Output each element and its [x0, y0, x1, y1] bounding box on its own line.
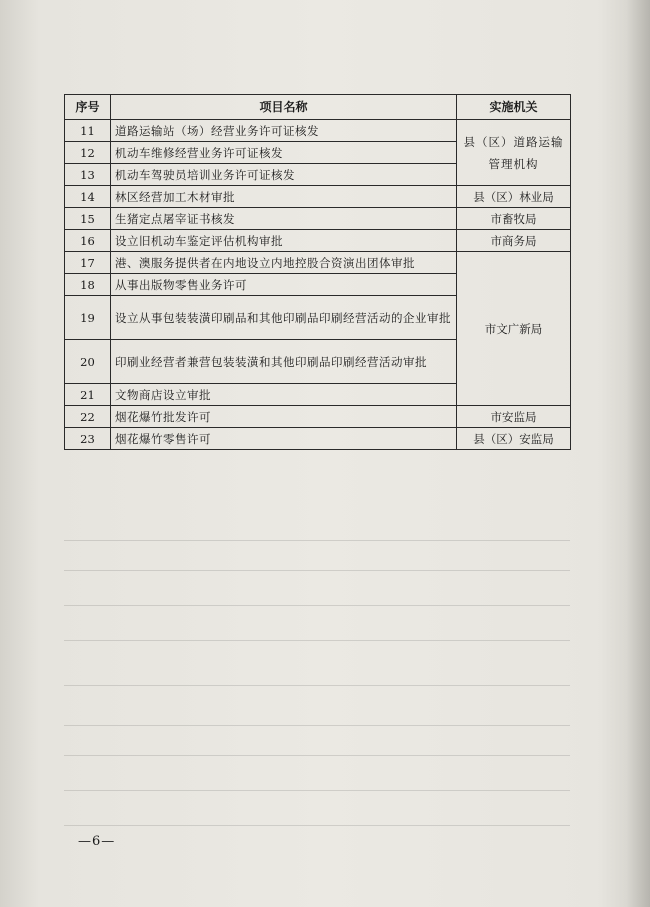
bleed-through-shadow [64, 480, 570, 840]
table-row [65, 120, 571, 142]
agency-safety-city: 市安监局 [457, 406, 571, 428]
table-row [65, 428, 571, 450]
row-num: 11 [65, 120, 111, 142]
agency-livestock: 市畜牧局 [457, 208, 571, 230]
row-name: 生猪定点屠宰证书核发 [111, 208, 457, 230]
row-num: 17 [65, 252, 111, 274]
agency-culture: 市文广新局 [457, 252, 571, 406]
row-name: 印刷业经营者兼营包装装潢和其他印刷品印刷经营活动审批 [111, 340, 457, 384]
table-header-row [65, 95, 571, 120]
header-num: 序号 [65, 95, 111, 120]
page-number: —6— [78, 834, 116, 849]
row-num: 14 [65, 186, 111, 208]
page-edge-shadow [626, 0, 650, 907]
row-num: 23 [65, 428, 111, 450]
row-num: 16 [65, 230, 111, 252]
agency-forestry: 县（区）林业局 [457, 186, 571, 208]
agency-safety-county: 县（区）安监局 [457, 428, 571, 450]
row-name: 烟花爆竹批发许可 [111, 406, 457, 428]
row-num: 18 [65, 274, 111, 296]
table-row [65, 186, 571, 208]
row-name: 烟花爆竹零售许可 [111, 428, 457, 450]
table-row [65, 252, 571, 274]
row-name: 道路运输站（场）经营业务许可证核发 [111, 120, 457, 142]
permit-items-table [64, 94, 571, 450]
row-name: 林区经营加工木材审批 [111, 186, 457, 208]
row-name: 设立旧机动车鉴定评估机构审批 [111, 230, 457, 252]
agency-road-transport: 县（区）道路运输管理机构 [457, 120, 571, 186]
row-num: 20 [65, 340, 111, 384]
table-row [65, 230, 571, 252]
row-name: 机动车驾驶员培训业务许可证核发 [111, 164, 457, 186]
agency-commerce: 市商务局 [457, 230, 571, 252]
row-name: 港、澳服务提供者在内地设立内地控股合资演出团体审批 [111, 252, 457, 274]
table-row [65, 406, 571, 428]
header-agency: 实施机关 [457, 95, 571, 120]
header-name: 项目名称 [111, 95, 457, 120]
row-num: 15 [65, 208, 111, 230]
row-num: 19 [65, 296, 111, 340]
row-num: 22 [65, 406, 111, 428]
row-num: 12 [65, 142, 111, 164]
row-name: 从事出版物零售业务许可 [111, 274, 457, 296]
row-num: 13 [65, 164, 111, 186]
row-num: 21 [65, 384, 111, 406]
row-name: 机动车维修经营业务许可证核发 [111, 142, 457, 164]
row-name: 文物商店设立审批 [111, 384, 457, 406]
row-name: 设立从事包装装潢印刷品和其他印刷品印刷经营活动的企业审批 [111, 296, 457, 340]
table-row [65, 208, 571, 230]
